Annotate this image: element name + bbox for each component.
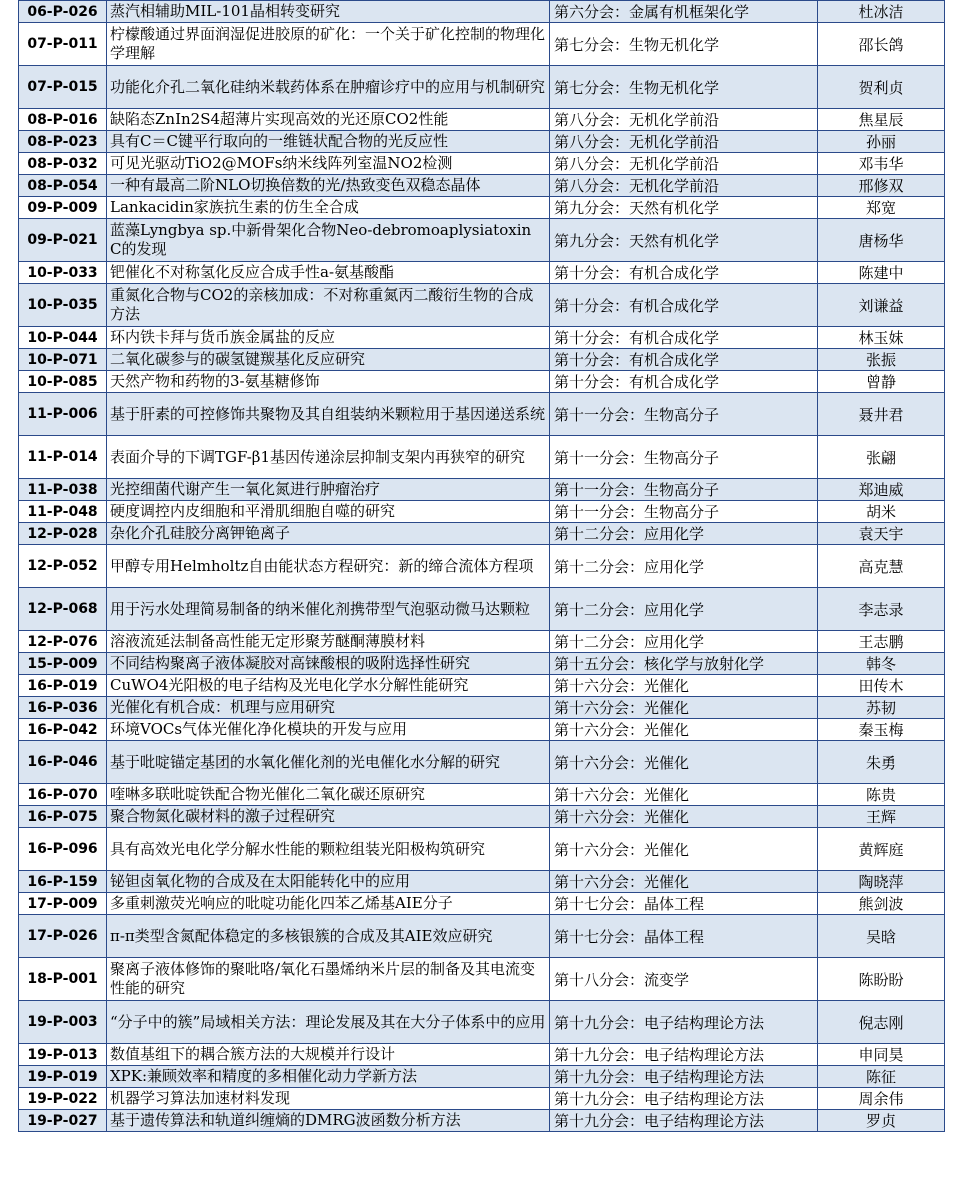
author-cell: 孙丽 <box>818 131 945 153</box>
division-cell: 第八分会：无机化学前沿 <box>550 153 818 175</box>
division-cell: 第十二分会：应用化学 <box>550 545 818 588</box>
author-cell: 陈贵 <box>818 784 945 806</box>
author-cell: 王志鹏 <box>818 631 945 653</box>
table-row <box>19 1110 945 1132</box>
division-cell: 第十二分会：应用化学 <box>550 588 818 631</box>
poster-title-cell: 聚合物氮化碳材料的激子过程研究 <box>107 806 550 828</box>
division-cell: 第七分会：生物无机化学 <box>550 23 818 66</box>
poster-title-cell: 硬度调控内皮细胞和平滑肌细胞自噬的研究 <box>107 501 550 523</box>
poster-id-cell: 12-P-068 <box>19 588 107 631</box>
poster-id-cell: 16-P-070 <box>19 784 107 806</box>
table-row <box>19 1 945 23</box>
division-cell: 第十六分会：光催化 <box>550 719 818 741</box>
poster-title-cell: 铋钽卤氧化物的合成及在太阳能转化中的应用 <box>107 871 550 893</box>
author-cell: 郑宽 <box>818 197 945 219</box>
poster-id-cell: 19-P-027 <box>19 1110 107 1132</box>
table-row <box>19 327 945 349</box>
division-cell: 第十六分会：光催化 <box>550 675 818 697</box>
poster-title-cell: 杂化介孔硅胶分离钾铯离子 <box>107 523 550 545</box>
poster-title-cell: 具有C＝C键平行取向的一维链状配合物的光反应性 <box>107 131 550 153</box>
author-cell: 李志录 <box>818 588 945 631</box>
division-cell: 第十分会：有机合成化学 <box>550 327 818 349</box>
poster-title-cell: 光控细菌代谢产生一氧化氮进行肿瘤治疗 <box>107 479 550 501</box>
poster-id-cell: 08-P-054 <box>19 175 107 197</box>
division-cell: 第十九分会：电子结构理论方法 <box>550 1088 818 1110</box>
author-cell: 杜冰洁 <box>818 1 945 23</box>
division-cell: 第十一分会：生物高分子 <box>550 479 818 501</box>
table-row <box>19 1088 945 1110</box>
table-row <box>19 958 945 1001</box>
author-cell: 王辉 <box>818 806 945 828</box>
poster-id-cell: 08-P-023 <box>19 131 107 153</box>
poster-title-cell: π-π类型含氮配体稳定的多核银簇的合成及其AIE效应研究 <box>107 915 550 958</box>
author-cell: 张振 <box>818 349 945 371</box>
division-cell: 第十九分会：电子结构理论方法 <box>550 1066 818 1088</box>
poster-title-cell: 环内铁卡拜与货币族金属盐的反应 <box>107 327 550 349</box>
poster-id-cell: 07-P-011 <box>19 23 107 66</box>
poster-id-cell: 16-P-019 <box>19 675 107 697</box>
table-row <box>19 197 945 219</box>
author-cell: 焦星辰 <box>818 109 945 131</box>
author-cell: 田传木 <box>818 675 945 697</box>
poster-title-cell: 表面介导的下调TGF-β1基因传递涂层抑制支架内再狭窄的研究 <box>107 436 550 479</box>
table-row <box>19 806 945 828</box>
author-cell: 朱勇 <box>818 741 945 784</box>
author-cell: 贺利贞 <box>818 66 945 109</box>
poster-id-cell: 11-P-006 <box>19 393 107 436</box>
poster-title-cell: 重氮化合物与CO2的亲核加成：不对称重氮丙二酸衍生物的合成方法 <box>107 284 550 327</box>
poster-title-cell: 柠檬酸通过界面润湿促进胶原的矿化：一个关于矿化控制的物理化学理解 <box>107 23 550 66</box>
poster-table <box>18 0 945 1132</box>
table-row <box>19 631 945 653</box>
poster-title-cell: 可见光驱动TiO2@MOFs纳米线阵列室温NO2检测 <box>107 153 550 175</box>
poster-id-cell: 08-P-032 <box>19 153 107 175</box>
table-row <box>19 371 945 393</box>
author-cell: 邓韦华 <box>818 153 945 175</box>
division-cell: 第八分会：无机化学前沿 <box>550 175 818 197</box>
poster-id-cell: 11-P-038 <box>19 479 107 501</box>
author-cell: 苏韧 <box>818 697 945 719</box>
author-cell: 陶晓萍 <box>818 871 945 893</box>
author-cell: 高克慧 <box>818 545 945 588</box>
division-cell: 第十分会：有机合成化学 <box>550 349 818 371</box>
poster-title-cell: 钯催化不对称氢化反应合成手性a-氨基酸酯 <box>107 262 550 284</box>
poster-id-cell: 17-P-026 <box>19 915 107 958</box>
poster-title-cell: 不同结构聚离子液体凝胶对高铼酸根的吸附选择性研究 <box>107 653 550 675</box>
author-cell: 倪志刚 <box>818 1001 945 1044</box>
table-row <box>19 349 945 371</box>
table-row <box>19 109 945 131</box>
table-row <box>19 66 945 109</box>
author-cell: 陈征 <box>818 1066 945 1088</box>
poster-id-cell: 10-P-044 <box>19 327 107 349</box>
table-row <box>19 588 945 631</box>
poster-title-cell: 基于吡啶锚定基团的水氧化催化剂的光电催化水分解的研究 <box>107 741 550 784</box>
table-row <box>19 741 945 784</box>
division-cell: 第十五分会：核化学与放射化学 <box>550 653 818 675</box>
author-cell: 陈建中 <box>818 262 945 284</box>
table-row <box>19 262 945 284</box>
division-cell: 第十九分会：电子结构理论方法 <box>550 1001 818 1044</box>
table-row <box>19 653 945 675</box>
division-cell: 第十六分会：光催化 <box>550 741 818 784</box>
poster-title-cell: 喹啉多联吡啶铁配合物光催化二氧化碳还原研究 <box>107 784 550 806</box>
poster-id-cell: 16-P-042 <box>19 719 107 741</box>
author-cell: 吴晗 <box>818 915 945 958</box>
poster-id-cell: 12-P-052 <box>19 545 107 588</box>
table-row <box>19 1001 945 1044</box>
division-cell: 第九分会：天然有机化学 <box>550 197 818 219</box>
poster-title-cell: 多重刺激荧光响应的吡啶功能化四苯乙烯基AIE分子 <box>107 893 550 915</box>
poster-id-cell: 16-P-075 <box>19 806 107 828</box>
poster-title-cell: 基于肝素的可控修饰共聚物及其自组装纳米颗粒用于基因递送系统 <box>107 393 550 436</box>
division-cell: 第十七分会：晶体工程 <box>550 893 818 915</box>
poster-title-cell: 基于遗传算法和轨道纠缠熵的DMRG波函数分析方法 <box>107 1110 550 1132</box>
poster-id-cell: 12-P-028 <box>19 523 107 545</box>
poster-id-cell: 16-P-046 <box>19 741 107 784</box>
table-row <box>19 501 945 523</box>
author-cell: 邵长鸽 <box>818 23 945 66</box>
table-row <box>19 219 945 262</box>
poster-id-cell: 06-P-026 <box>19 1 107 23</box>
author-cell: 韩冬 <box>818 653 945 675</box>
poster-title-cell: 二氧化碳参与的碳氢键羰基化反应研究 <box>107 349 550 371</box>
poster-id-cell: 19-P-013 <box>19 1044 107 1066</box>
poster-id-cell: 11-P-014 <box>19 436 107 479</box>
division-cell: 第十二分会：应用化学 <box>550 631 818 653</box>
table-row <box>19 697 945 719</box>
division-cell: 第十八分会：流变学 <box>550 958 818 1001</box>
author-cell: 张翩 <box>818 436 945 479</box>
author-cell: 林玉妹 <box>818 327 945 349</box>
table-row <box>19 175 945 197</box>
division-cell: 第十分会：有机合成化学 <box>550 262 818 284</box>
poster-title-cell: 数值基组下的耦合簇方法的大规模并行设计 <box>107 1044 550 1066</box>
poster-title-cell: 功能化介孔二氧化硅纳米载药体系在肿瘤诊疗中的应用与机制研究 <box>107 66 550 109</box>
table-row <box>19 893 945 915</box>
author-cell: 熊剑波 <box>818 893 945 915</box>
poster-title-cell: 聚离子液体修饰的聚吡咯/氧化石墨烯纳米片层的制备及其电流变性能的研究 <box>107 958 550 1001</box>
author-cell: 黄辉庭 <box>818 828 945 871</box>
division-cell: 第十六分会：光催化 <box>550 806 818 828</box>
division-cell: 第八分会：无机化学前沿 <box>550 109 818 131</box>
poster-id-cell: 18-P-001 <box>19 958 107 1001</box>
division-cell: 第十二分会：应用化学 <box>550 523 818 545</box>
division-cell: 第十九分会：电子结构理论方法 <box>550 1110 818 1132</box>
poster-id-cell: 10-P-071 <box>19 349 107 371</box>
poster-title-cell: 蒸汽相辅助MIL-101晶相转变研究 <box>107 1 550 23</box>
poster-id-cell: 15-P-009 <box>19 653 107 675</box>
poster-table-body <box>19 1 945 1132</box>
division-cell: 第九分会：天然有机化学 <box>550 219 818 262</box>
poster-id-cell: 09-P-021 <box>19 219 107 262</box>
table-row <box>19 436 945 479</box>
poster-title-cell: 天然产物和药物的3-氨基糖修饰 <box>107 371 550 393</box>
author-cell: 申同昊 <box>818 1044 945 1066</box>
division-cell: 第十六分会：光催化 <box>550 828 818 871</box>
poster-id-cell: 16-P-096 <box>19 828 107 871</box>
poster-title-cell: Lankacidin家族抗生素的仿生全合成 <box>107 197 550 219</box>
poster-id-cell: 19-P-022 <box>19 1088 107 1110</box>
division-cell: 第六分会：金属有机框架化学 <box>550 1 818 23</box>
table-row <box>19 675 945 697</box>
poster-title-cell: 用于污水处理简易制备的纳米催化剂携带型气泡驱动微马达颗粒 <box>107 588 550 631</box>
table-row <box>19 393 945 436</box>
author-cell: 秦玉梅 <box>818 719 945 741</box>
poster-title-cell: CuWO4光阳极的电子结构及光电化学水分解性能研究 <box>107 675 550 697</box>
table-row <box>19 871 945 893</box>
table-row <box>19 915 945 958</box>
author-cell: 罗贞 <box>818 1110 945 1132</box>
poster-title-cell: 机器学习算法加速材料发现 <box>107 1088 550 1110</box>
poster-id-cell: 16-P-036 <box>19 697 107 719</box>
table-row <box>19 1044 945 1066</box>
table-row <box>19 23 945 66</box>
division-cell: 第十一分会：生物高分子 <box>550 501 818 523</box>
author-cell: 袁天宇 <box>818 523 945 545</box>
table-row <box>19 784 945 806</box>
division-cell: 第十分会：有机合成化学 <box>550 371 818 393</box>
poster-id-cell: 19-P-003 <box>19 1001 107 1044</box>
table-row <box>19 1066 945 1088</box>
poster-title-cell: 环境VOCs气体光催化净化模块的开发与应用 <box>107 719 550 741</box>
poster-id-cell: 07-P-015 <box>19 66 107 109</box>
author-cell: 刘谦益 <box>818 284 945 327</box>
author-cell: 聂井君 <box>818 393 945 436</box>
author-cell: 胡米 <box>818 501 945 523</box>
poster-id-cell: 17-P-009 <box>19 893 107 915</box>
division-cell: 第十九分会：电子结构理论方法 <box>550 1044 818 1066</box>
poster-title-cell: 一种有最高二阶NLO切换倍数的光/热致变色双稳态晶体 <box>107 175 550 197</box>
table-row <box>19 284 945 327</box>
division-cell: 第八分会：无机化学前沿 <box>550 131 818 153</box>
poster-title-cell: 蓝藻Lyngbya sp.中新骨架化合物Neo-debromoaplysiatoxin C的发现 <box>107 219 550 262</box>
poster-title-cell: 缺陷态ZnIn2S4超薄片实现高效的光还原CO2性能 <box>107 109 550 131</box>
table-row <box>19 828 945 871</box>
poster-id-cell: 10-P-085 <box>19 371 107 393</box>
poster-title-cell: 溶液流延法制备高性能无定形聚芳醚酮薄膜材料 <box>107 631 550 653</box>
division-cell: 第十六分会：光催化 <box>550 697 818 719</box>
poster-id-cell: 19-P-019 <box>19 1066 107 1088</box>
table-row <box>19 131 945 153</box>
poster-title-cell: 甲醇专用Helmholtz自由能状态方程研究：新的缔合流体方程项 <box>107 545 550 588</box>
division-cell: 第十分会：有机合成化学 <box>550 284 818 327</box>
poster-title-cell: XPK:兼顾效率和精度的多相催化动力学新方法 <box>107 1066 550 1088</box>
poster-id-cell: 11-P-048 <box>19 501 107 523</box>
author-cell: 邢修双 <box>818 175 945 197</box>
table-row <box>19 719 945 741</box>
poster-id-cell: 10-P-033 <box>19 262 107 284</box>
author-cell: 唐杨华 <box>818 219 945 262</box>
author-cell: 郑迪威 <box>818 479 945 501</box>
division-cell: 第十七分会：晶体工程 <box>550 915 818 958</box>
table-row <box>19 153 945 175</box>
table-row <box>19 545 945 588</box>
poster-title-cell: 具有高效光电化学分解水性能的颗粒组装光阳极构筑研究 <box>107 828 550 871</box>
author-cell: 曾静 <box>818 371 945 393</box>
author-cell: 陈盼盼 <box>818 958 945 1001</box>
table-row <box>19 479 945 501</box>
division-cell: 第十六分会：光催化 <box>550 784 818 806</box>
division-cell: 第十一分会：生物高分子 <box>550 436 818 479</box>
poster-id-cell: 16-P-159 <box>19 871 107 893</box>
table-row <box>19 523 945 545</box>
poster-id-cell: 08-P-016 <box>19 109 107 131</box>
poster-id-cell: 12-P-076 <box>19 631 107 653</box>
division-cell: 第七分会：生物无机化学 <box>550 66 818 109</box>
poster-id-cell: 09-P-009 <box>19 197 107 219</box>
author-cell: 周余伟 <box>818 1088 945 1110</box>
poster-title-cell: 光催化有机合成：机理与应用研究 <box>107 697 550 719</box>
division-cell: 第十一分会：生物高分子 <box>550 393 818 436</box>
division-cell: 第十六分会：光催化 <box>550 871 818 893</box>
poster-title-cell: “分子中的簇”局域相关方法：理论发展及其在大分子体系中的应用 <box>107 1001 550 1044</box>
poster-id-cell: 10-P-035 <box>19 284 107 327</box>
